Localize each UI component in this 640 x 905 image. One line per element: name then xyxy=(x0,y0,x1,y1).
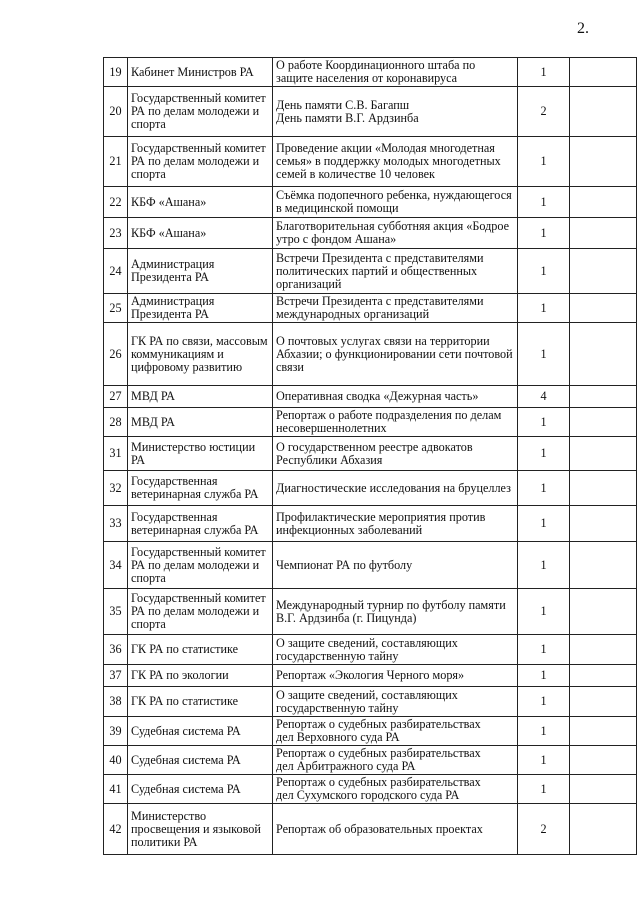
count-cell: 1 xyxy=(518,137,570,187)
count-cell: 2 xyxy=(518,804,570,855)
page-number: 2. xyxy=(577,20,589,37)
table-row xyxy=(104,589,637,635)
table-row xyxy=(104,323,637,386)
organization-cell: КБФ «Ашана» xyxy=(128,187,273,218)
blank-cell xyxy=(570,437,637,471)
blank-cell xyxy=(570,506,637,542)
topic-cell: Встречи Президента с представителями международных организаций xyxy=(273,294,518,323)
organization-cell: Судебная система РА xyxy=(128,717,273,746)
table-row xyxy=(104,471,637,506)
count-cell: 1 xyxy=(518,249,570,294)
organization-cell: Министерство юстиции РА xyxy=(128,437,273,471)
row-number-cell: 41 xyxy=(104,775,128,804)
blank-cell xyxy=(570,635,637,665)
organization-cell: Государственный комитет РА по делам молодежи и спорта xyxy=(128,87,273,137)
count-cell: 1 xyxy=(518,218,570,249)
table-row xyxy=(104,804,637,855)
topic-cell: Репортаж о судебных разбирательствах дел Верховного суда РА xyxy=(273,717,518,746)
topic-cell: Репортаж о работе подразделения по делам несовершеннолетних xyxy=(273,408,518,437)
topic-cell: О государственном реестре адвокатов Республики Абхазия xyxy=(273,437,518,471)
count-cell: 1 xyxy=(518,471,570,506)
count-cell: 1 xyxy=(518,542,570,589)
row-number-cell: 20 xyxy=(104,87,128,137)
count-cell: 1 xyxy=(518,294,570,323)
row-number-cell: 31 xyxy=(104,437,128,471)
topic-cell: О защите сведений, составляющих государственную тайну xyxy=(273,635,518,665)
blank-cell xyxy=(570,87,637,137)
row-number-cell: 27 xyxy=(104,386,128,408)
row-number-cell: 25 xyxy=(104,294,128,323)
table-row xyxy=(104,249,637,294)
row-number-cell: 24 xyxy=(104,249,128,294)
table-row xyxy=(104,687,637,717)
organization-cell: ГК РА по статистике xyxy=(128,635,273,665)
blank-cell xyxy=(570,137,637,187)
count-cell: 1 xyxy=(518,187,570,218)
organization-cell: Кабинет Министров РА xyxy=(128,58,273,87)
blank-cell xyxy=(570,746,637,775)
row-number-cell: 23 xyxy=(104,218,128,249)
table-row xyxy=(104,386,637,408)
count-cell: 1 xyxy=(518,589,570,635)
count-cell: 1 xyxy=(518,665,570,687)
table-row xyxy=(104,187,637,218)
topic-cell: О работе Координационного штаба по защите населения от коронавируса xyxy=(273,58,518,87)
row-number-cell: 21 xyxy=(104,137,128,187)
blank-cell xyxy=(570,408,637,437)
blank-cell xyxy=(570,323,637,386)
table-row xyxy=(104,717,637,746)
table-row xyxy=(104,137,637,187)
blank-cell xyxy=(570,187,637,218)
blank-cell xyxy=(570,58,637,87)
blank-cell xyxy=(570,294,637,323)
count-cell: 1 xyxy=(518,323,570,386)
count-cell: 1 xyxy=(518,58,570,87)
table-row xyxy=(104,746,637,775)
organization-cell: ГК РА по экологии xyxy=(128,665,273,687)
count-cell: 1 xyxy=(518,506,570,542)
blank-cell xyxy=(570,665,637,687)
row-number-cell: 22 xyxy=(104,187,128,218)
topic-cell: О защите сведений, составляющих государственную тайну xyxy=(273,687,518,717)
blank-cell xyxy=(570,687,637,717)
organization-cell: Государственная ветеринарная служба РА xyxy=(128,506,273,542)
row-number-cell: 42 xyxy=(104,804,128,855)
topic-cell: Оперативная сводка «Дежурная часть» xyxy=(273,386,518,408)
blank-cell xyxy=(570,775,637,804)
topic-cell: Международный турнир по футболу памяти В.Г. Ардзинба (г. Пицунда) xyxy=(273,589,518,635)
count-cell: 1 xyxy=(518,437,570,471)
row-number-cell: 39 xyxy=(104,717,128,746)
row-number-cell: 34 xyxy=(104,542,128,589)
organization-cell: ГК РА по статистике xyxy=(128,687,273,717)
organization-cell: Министерство просвещения и языковой политики РА xyxy=(128,804,273,855)
organization-cell: Судебная система РА xyxy=(128,775,273,804)
count-cell: 1 xyxy=(518,408,570,437)
row-number-cell: 40 xyxy=(104,746,128,775)
table-row xyxy=(104,542,637,589)
organization-cell: Администрация Президента РА xyxy=(128,249,273,294)
topic-cell: Репортаж о судебных разбирательствах дел Сухумского городского суда РА xyxy=(273,775,518,804)
organization-cell: Государственный комитет РА по делам молодежи и спорта xyxy=(128,542,273,589)
organization-cell: Государственный комитет РА по делам молодежи и спорта xyxy=(128,589,273,635)
organization-cell: МВД РА xyxy=(128,386,273,408)
row-number-cell: 19 xyxy=(104,58,128,87)
row-number-cell: 26 xyxy=(104,323,128,386)
organization-cell: Администрация Президента РА xyxy=(128,294,273,323)
topic-cell: Благотворительная субботняя акция «Бодрое утро с фондом Ашана» xyxy=(273,218,518,249)
topic-cell: Встречи Президента с представителями политических партий и общественных организаций xyxy=(273,249,518,294)
row-number-cell: 33 xyxy=(104,506,128,542)
organization-cell: Судебная система РА xyxy=(128,746,273,775)
topic-cell: Съёмка подопечного ребенка, нуждающегося в медицинской помощи xyxy=(273,187,518,218)
count-cell: 1 xyxy=(518,717,570,746)
count-cell: 2 xyxy=(518,87,570,137)
table-row xyxy=(104,506,637,542)
topic-cell: Репортаж об образовательных проектах xyxy=(273,804,518,855)
table-row xyxy=(104,58,637,87)
table-row xyxy=(104,775,637,804)
organization-cell: КБФ «Ашана» xyxy=(128,218,273,249)
table-row xyxy=(104,294,637,323)
registry-table-body xyxy=(104,58,637,855)
registry-table xyxy=(103,57,637,855)
organization-cell: Государственный комитет РА по делам молодежи и спорта xyxy=(128,137,273,187)
row-number-cell: 32 xyxy=(104,471,128,506)
blank-cell xyxy=(570,589,637,635)
topic-cell: Репортаж о судебных разбирательствах дел Арбитражного суда РА xyxy=(273,746,518,775)
row-number-cell: 37 xyxy=(104,665,128,687)
topic-cell: Профилактические мероприятия против инфекционных заболеваний xyxy=(273,506,518,542)
table-row xyxy=(104,635,637,665)
row-number-cell: 36 xyxy=(104,635,128,665)
organization-cell: Государственная ветеринарная служба РА xyxy=(128,471,273,506)
table-row xyxy=(104,408,637,437)
row-number-cell: 35 xyxy=(104,589,128,635)
table-row xyxy=(104,665,637,687)
table-row xyxy=(104,87,637,137)
blank-cell xyxy=(570,386,637,408)
topic-cell: Репортаж «Экология Черного моря» xyxy=(273,665,518,687)
organization-cell: МВД РА xyxy=(128,408,273,437)
topic-cell: Чемпионат РА по футболу xyxy=(273,542,518,589)
count-cell: 1 xyxy=(518,687,570,717)
topic-cell: Проведение акции «Молодая многодетная семья» в поддержку молодых многодетных семей в количестве 10 человек xyxy=(273,137,518,187)
blank-cell xyxy=(570,218,637,249)
table-row xyxy=(104,437,637,471)
count-cell: 1 xyxy=(518,635,570,665)
table-row xyxy=(104,218,637,249)
count-cell: 1 xyxy=(518,775,570,804)
blank-cell xyxy=(570,471,637,506)
topic-cell: О почтовых услугах связи на территории Абхазии; о функционировании сети почтовой связи xyxy=(273,323,518,386)
row-number-cell: 28 xyxy=(104,408,128,437)
count-cell: 1 xyxy=(518,746,570,775)
organization-cell: ГК РА по связи, массовым коммуникациям и цифровому развитию xyxy=(128,323,273,386)
count-cell: 4 xyxy=(518,386,570,408)
topic-cell: Диагностические исследования на бруцеллез xyxy=(273,471,518,506)
topic-cell: День памяти С.В. Багапш День памяти В.Г. Ардзинба xyxy=(273,87,518,137)
blank-cell xyxy=(570,717,637,746)
blank-cell xyxy=(570,249,637,294)
row-number-cell: 38 xyxy=(104,687,128,717)
blank-cell xyxy=(570,804,637,855)
blank-cell xyxy=(570,542,637,589)
